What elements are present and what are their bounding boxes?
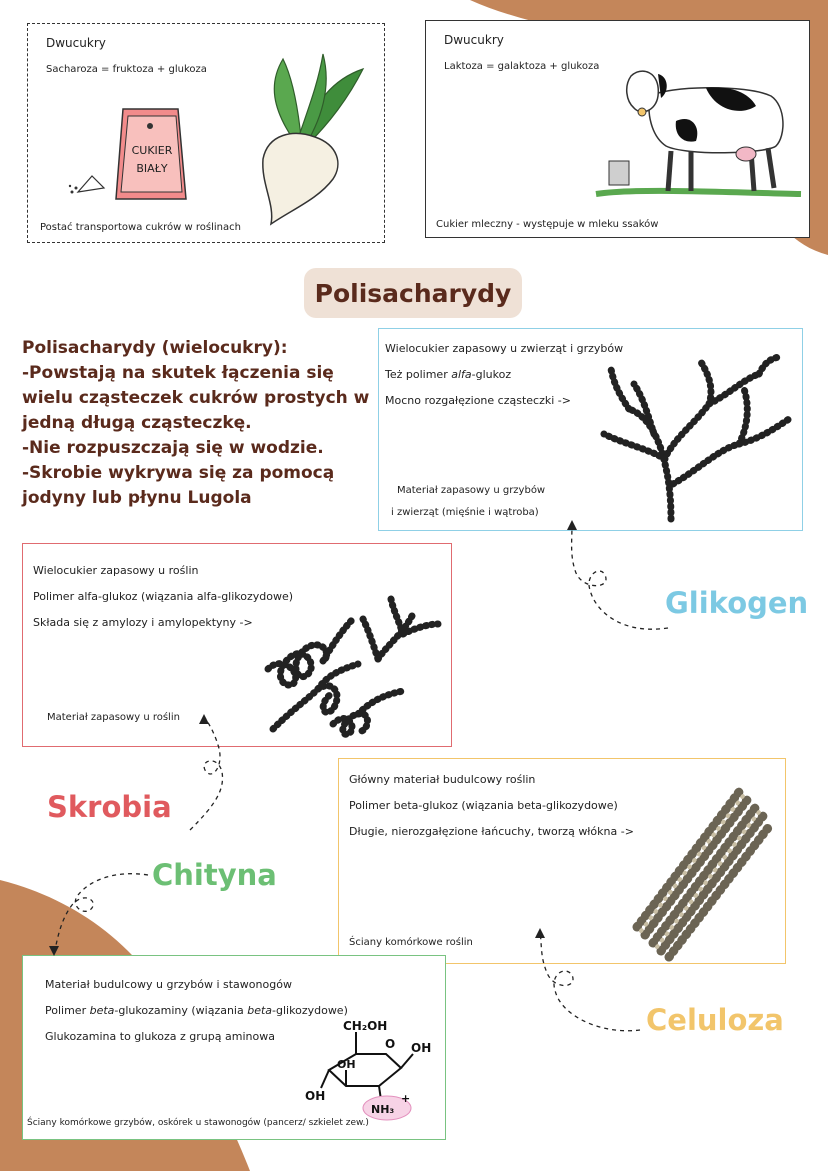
sacharoza-footer: Postać transportowa cukrów w roślinach (40, 222, 241, 233)
intro-line: jodyny lub płynu Lugola (22, 488, 252, 508)
skrobia-line3: Składa się z amylozy i amylopektyny -> (33, 616, 253, 629)
intro-line: -Skrobie wykrywa się za pomocą (22, 463, 335, 483)
text-part: -glukoz (471, 368, 512, 381)
skrobia-line1: Wielocukier zapasowy u roślin (33, 564, 199, 577)
celuloza-line1: Główny materiał budulcowy roślin (349, 773, 536, 786)
oh-mid-label: OH (337, 1058, 356, 1071)
glikogen-footer2: i zwierząt (mięśnie i wątroba) (391, 507, 539, 518)
celuloza-line2: Polimer beta-glukoz (wiązania beta-glikozydowe) (349, 799, 618, 812)
nh3-label: NH₃ (371, 1103, 395, 1116)
intro-line: -Nie rozpuszczają się w wodzie. (22, 438, 324, 458)
text-italic: beta (89, 1004, 115, 1017)
plus-label: + (401, 1092, 411, 1105)
text-italic: beta (247, 1004, 273, 1017)
laktoza-formula: Laktoza = galaktoza + glukoza (444, 61, 600, 72)
glikogen-footer1: Materiał zapasowy u grzybów (397, 485, 546, 496)
text-italic: alfa (451, 368, 472, 381)
glikogen-line1: Wielocukier zapasowy u zwierząt i grzybów (385, 342, 624, 355)
intro-line: Polisacharydy (wielocukry): (22, 338, 288, 358)
celuloza-line3: Długie, nierozgałęzione łańcuchy, tworzą włókna -> (349, 825, 634, 838)
intro-line: jedną długą cząsteczkę. (22, 413, 252, 433)
label-glikogen: Glikogen (665, 586, 809, 620)
card-heading: Dwucukry (444, 33, 504, 47)
ch2oh-label: CH₂OH (343, 1019, 388, 1033)
oh-left-label: OH (305, 1089, 326, 1103)
chityna-footer: Ściany komórkowe grzybów, oskórek u stawonogów (pancerz/ szkielet zew.) (27, 1118, 369, 1128)
celuloza-footer: Ściany komórkowe roślin (349, 937, 473, 948)
label-chityna: Chityna (152, 858, 277, 892)
bag-label-line1: CUKIER (131, 144, 173, 157)
text-part: -glikozydowe) (272, 1004, 348, 1017)
chityna-line3: Glukozamina to glukoza z grupą aminowa (45, 1030, 275, 1043)
chityna-line1: Materiał budulcowy u grzybów i stawonogów (45, 978, 292, 991)
text-part: -glukozaminy (wiązania (114, 1004, 248, 1017)
intro-line: -Powstają na skutek łączenia się (22, 363, 334, 383)
text-part: Też polimer (385, 368, 452, 381)
skrobia-line2: Polimer alfa-glukoz (wiązania alfa-glikozydowe) (33, 590, 294, 603)
laktoza-footer: Cukier mleczny - występuje w mleku ssaków (436, 219, 659, 230)
text-part: Polimer (45, 1004, 90, 1017)
intro-line: wielu cząsteczek cukrów prostych w (22, 388, 370, 408)
glikogen-line3: Mocno rozgałęzione cząsteczki -> (385, 394, 571, 407)
label-celuloza: Celuloza (646, 1003, 784, 1037)
ring-oxygen-label: O (385, 1037, 396, 1051)
page-title: Polisacharydy (314, 278, 512, 308)
oh-right-label: OH (411, 1041, 432, 1055)
card-heading: Dwucukry (46, 36, 106, 50)
label-skrobia: Skrobia (47, 790, 172, 824)
bag-label-line2: BIAŁY (136, 162, 168, 175)
skrobia-footer: Materiał zapasowy u roślin (47, 712, 180, 723)
sacharoza-formula: Sacharoza = fruktoza + glukoza (46, 64, 207, 75)
